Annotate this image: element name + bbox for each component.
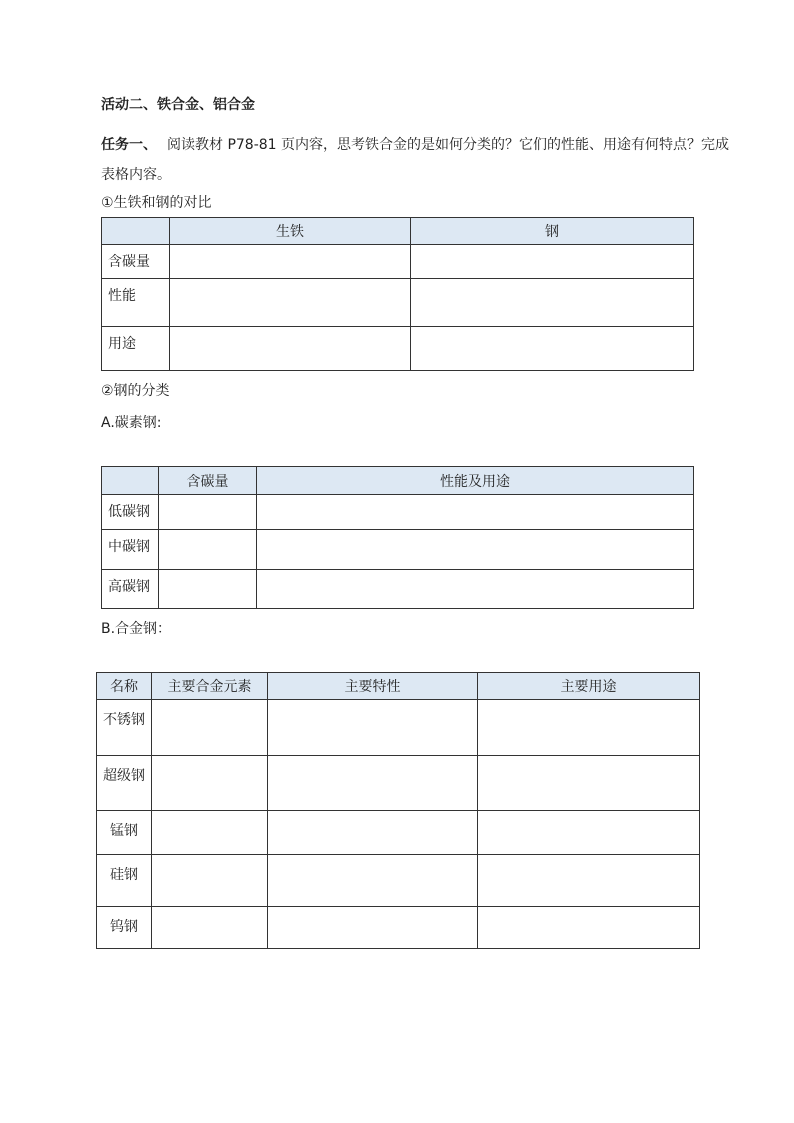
answer-cell[interactable] [478, 700, 700, 756]
row-label-properties: 性能 [102, 279, 170, 327]
answer-cell[interactable] [478, 811, 700, 855]
answer-cell[interactable] [257, 495, 694, 530]
answer-cell[interactable] [257, 530, 694, 570]
answer-cell[interactable] [478, 907, 700, 949]
answer-cell[interactable] [411, 245, 694, 279]
answer-cell[interactable] [152, 855, 268, 907]
table-header-cell: 名称 [97, 673, 152, 700]
section2-title: ②钢的分类 [101, 383, 170, 399]
carbon-steel-table [101, 466, 694, 609]
table-header-cell [102, 218, 170, 245]
row-label-manganese-steel: 锰钢 [97, 811, 152, 855]
row-label-uses: 用途 [102, 327, 170, 371]
answer-cell[interactable] [411, 279, 694, 327]
answer-cell[interactable] [411, 327, 694, 371]
answer-cell[interactable] [478, 855, 700, 907]
iron-steel-comparison-table [101, 217, 694, 371]
row-label-tungsten-steel: 钨钢 [97, 907, 152, 949]
answer-cell[interactable] [257, 570, 694, 609]
row-label-stainless-steel: 不锈钢 [97, 700, 152, 756]
answer-cell[interactable] [268, 907, 478, 949]
answer-cell[interactable] [268, 700, 478, 756]
task-label: 任务一、 [101, 137, 157, 153]
answer-cell[interactable] [159, 530, 257, 570]
row-label-medium-carbon: 中碳钢 [102, 530, 159, 570]
table-header-cell: 含碳量 [159, 467, 257, 495]
table-header-cell: 性能及用途 [257, 467, 694, 495]
answer-cell[interactable] [268, 855, 478, 907]
answer-cell[interactable] [152, 811, 268, 855]
row-label-silicon-steel: 硅钢 [97, 855, 152, 907]
carbon-steel-label: A.碳素钢: [101, 415, 162, 431]
answer-cell[interactable] [152, 700, 268, 756]
answer-cell[interactable] [170, 327, 411, 371]
alloy-steel-table [96, 672, 700, 949]
table-header-cell: 主要合金元素 [152, 673, 268, 700]
row-label-super-steel: 超级钢 [97, 756, 152, 811]
answer-cell[interactable] [152, 756, 268, 811]
table-header-cell [102, 467, 159, 495]
answer-cell[interactable] [268, 811, 478, 855]
answer-cell[interactable] [268, 756, 478, 811]
answer-cell[interactable] [159, 495, 257, 530]
answer-cell[interactable] [170, 245, 411, 279]
answer-cell[interactable] [152, 907, 268, 949]
row-label-low-carbon: 低碳钢 [102, 495, 159, 530]
answer-cell[interactable] [478, 756, 700, 811]
activity-heading: 活动二、铁合金、铝合金 [101, 97, 255, 113]
table-header-cell: 主要用途 [478, 673, 700, 700]
section1-title: ①生铁和钢的对比 [101, 195, 212, 211]
alloy-steel-label: B.合金钢： [101, 621, 172, 637]
task-paragraph [101, 130, 731, 190]
row-label-high-carbon: 高碳钢 [102, 570, 159, 609]
answer-cell[interactable] [170, 279, 411, 327]
row-label-carbon-content: 含碳量 [102, 245, 170, 279]
table-header-cell: 钢 [411, 218, 694, 245]
answer-cell[interactable] [159, 570, 257, 609]
task-text: 阅读教材 P78-81 页内容，思考铁合金的是如何分类的？它们的性能、用途有何特点？完成表格内容。 [101, 137, 730, 183]
table-header-cell: 主要特性 [268, 673, 478, 700]
table-header-cell: 生铁 [170, 218, 411, 245]
